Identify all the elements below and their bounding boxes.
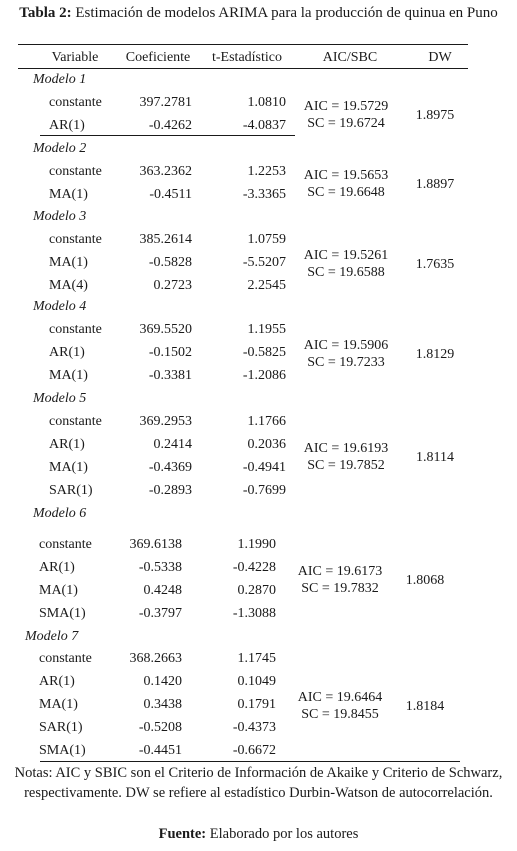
coefficient-cell: 368.2663 [129,651,182,666]
t-statistic-cell: -1.2086 [242,368,286,383]
variable-cell: constante [39,537,92,552]
coefficient-cell: -0.4262 [148,118,192,133]
t-statistic-cell: 0.2870 [237,583,276,598]
variable-cell: constante [49,414,102,429]
dw-value: 1.8184 [405,698,445,714]
coefficient-cell: 369.2953 [139,414,192,429]
coefficient-cell: 0.3438 [143,697,182,712]
dw-value: 1.8897 [415,177,455,192]
coefficient-cell: 0.4248 [143,583,182,598]
t-statistic-cell: -0.4228 [232,560,276,575]
coefficient-cell: -0.3381 [148,368,192,383]
t-statistic-cell: -1.3088 [232,606,276,621]
coefficient-cell: 0.2723 [153,278,192,293]
sc-value: SC = 19.7852 [307,458,385,473]
aic-value: AIC = 19.5906 [303,337,389,353]
t-statistic-cell: 1.1955 [247,322,286,337]
t-statistic-cell: -3.3365 [242,187,286,202]
coefficient-cell: -0.4511 [149,187,192,202]
t-statistic-cell: 1.1990 [237,537,276,552]
header-dw: DW [428,50,452,65]
t-statistic-cell: -0.6672 [232,743,276,758]
t-statistic-cell: 0.1049 [237,674,276,689]
dw-value: 1.8129 [415,346,455,362]
variable-cell: constante [49,164,102,179]
table-bottom-rule [40,761,460,762]
sc-value: SC = 19.6588 [307,264,385,280]
coefficient-cell: 369.5520 [139,322,192,337]
variable-cell: AR(1) [39,560,75,575]
model-title: Modelo 4 [33,299,87,314]
t-statistic-cell: 0.1791 [237,697,276,712]
source-text: Elaborado por los autores [209,826,359,842]
variable-cell: constante [49,95,102,110]
variable-cell: SMA(1) [39,743,86,758]
t-statistic-cell: 0.2036 [247,437,286,452]
t-statistic-cell: -0.4373 [232,720,276,735]
header-coefficient: Coeficiente [125,50,191,65]
variable-cell: MA(1) [49,255,88,270]
t-statistic-cell: -5.5207 [242,255,286,270]
variable-cell: constante [49,322,102,337]
coefficient-cell: 369.6138 [129,537,182,552]
coefficient-cell: 397.2781 [139,95,192,110]
coefficient-cell: -0.3797 [138,606,182,621]
header-aic-sbc: AIC/SBC [322,50,378,65]
sc-value: SC = 19.6724 [307,116,385,131]
sc-value: SC = 19.8455 [301,706,379,722]
t-statistic-cell: 2.2545 [247,278,286,293]
dw-value: 1.8975 [415,108,455,123]
aic-value: AIC = 19.6464 [297,689,383,705]
coefficient-cell: -0.5828 [148,255,192,270]
coefficient-cell: -0.4369 [148,460,192,475]
variable-cell: AR(1) [49,345,85,360]
model-title: Modelo 6 [33,506,87,521]
t-statistic-cell: -0.4941 [242,460,286,475]
variable-cell: MA(1) [49,187,88,202]
sc-value: SC = 19.7832 [301,581,379,596]
header-top-rule [18,44,468,45]
dw-value: 1.8114 [416,450,454,465]
variable-cell: SAR(1) [49,483,93,498]
variable-cell: AR(1) [39,674,75,689]
header-bottom-rule [18,68,468,69]
header-variable: Variable [51,50,99,65]
variable-cell: MA(4) [49,278,88,293]
source-label: Fuente: [158,826,207,842]
aic-value: AIC = 19.5653 [303,168,389,183]
model-title: Modelo 5 [33,391,87,406]
coefficient-cell: 385.2614 [139,232,192,247]
coefficient-cell: -0.2893 [148,483,192,498]
variable-cell: constante [49,232,102,247]
t-statistic-cell: 1.1766 [247,414,286,429]
t-statistic-cell: 1.1745 [237,651,276,666]
t-statistic-cell: -0.5825 [242,345,286,360]
t-statistic-cell: 1.0759 [247,232,286,247]
t-statistic-cell: -0.7699 [242,483,286,498]
header-t-statistic: t-Estadístico [212,50,282,65]
table-caption [0,4,517,23]
t-statistic-cell: -4.0837 [242,118,286,133]
caption-label: Tabla 2: [19,5,72,21]
variable-cell: SAR(1) [39,720,83,735]
sc-value: SC = 19.6648 [307,185,385,200]
dw-value: 1.8068 [405,573,445,588]
variable-cell: MA(1) [39,583,78,598]
aic-value: AIC = 19.5729 [303,99,389,114]
variable-cell: constante [39,651,92,666]
model-title: Modelo 3 [33,209,87,224]
caption-text: Estimación de modelos ARIMA para la producción de quinua en Puno [75,5,498,21]
t-statistic-cell: 1.0810 [247,95,286,110]
coefficient-cell: -0.1502 [148,345,192,360]
variable-cell: MA(1) [39,697,78,712]
coefficient-cell: 0.1420 [143,674,182,689]
model-title: Modelo 7 [25,629,79,644]
coefficient-cell: 0.2414 [153,437,192,452]
aic-value: AIC = 19.6193 [303,441,389,456]
variable-cell: AR(1) [49,118,85,133]
model-1-bottom-rule [40,135,295,136]
coefficient-cell: -0.5208 [138,720,182,735]
t-statistic-cell: 1.2253 [247,164,286,179]
variable-cell: SMA(1) [39,606,86,621]
variable-cell: MA(1) [49,368,88,383]
variable-cell: AR(1) [49,437,85,452]
variable-cell: MA(1) [49,460,88,475]
coefficient-cell: 363.2362 [139,164,192,179]
model-title: Modelo 1 [33,72,87,87]
table-notes: Notas: AIC y SBIC son el Criterio de Información de Akaike y Criterio de Schwarz, respectivamente. DW se refiere al estadístico Durbin-Watson de autocorrelación. [14,765,503,801]
dw-value: 1.7635 [415,256,455,272]
aic-value: AIC = 19.5261 [303,247,389,263]
model-title: Modelo 2 [33,141,87,156]
aic-value: AIC = 19.6173 [297,564,383,579]
sc-value: SC = 19.7233 [307,354,385,370]
table-source [0,824,517,844]
coefficient-cell: -0.4451 [138,743,182,758]
coefficient-cell: -0.5338 [138,560,182,575]
